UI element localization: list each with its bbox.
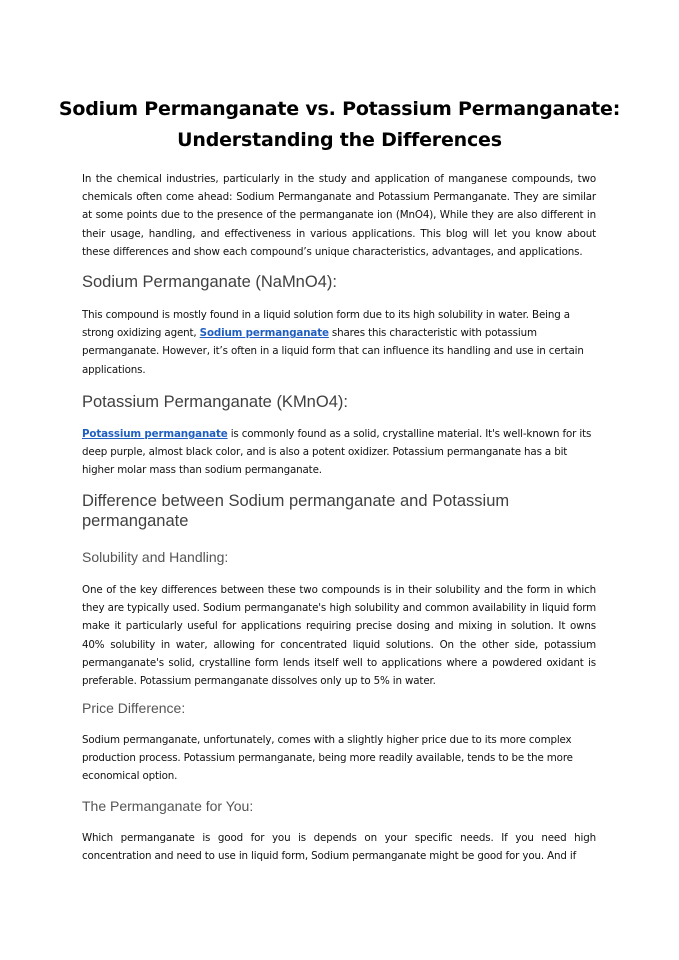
price-heading: Price Difference: xyxy=(82,700,186,716)
potassium-permanganate-link[interactable]: Potassium permanganate xyxy=(82,428,228,440)
foryou-heading: The Permanganate for You: xyxy=(82,798,254,814)
potassium-heading: Potassium Permanganate (KMnO4): xyxy=(82,393,348,411)
sodium-text-after: shares this characteristic with potassium permanganate. However, it’s often in a liquid form that can influence its handling and use in certain applications. xyxy=(82,327,584,376)
sodium-permanganate-link[interactable]: Sodium permanganate xyxy=(199,327,329,340)
difference-heading: Difference between Sodium permanganate and Potassium permanganate xyxy=(82,492,510,530)
title-line-2: Understanding the Differences xyxy=(177,129,502,151)
sodium-text-before: This compound is mostly found in a liquid solution form due to its high solubility in water. Being a strong oxidizing agent, xyxy=(82,309,570,340)
foryou-paragraph: Which permanganate is good for you is depends on your specific needs. If you need high concentration and need to use in liquid form, Sodium permanganate might be good for you. And if xyxy=(82,832,596,863)
title-line-1: Sodium Permanganate vs. Potassium Permanganate: xyxy=(58,98,621,120)
price-paragraph: Sodium permanganate, unfortunately, comes with a slightly higher price due to its more complex production process. Potassium permanganate, being more readily available, tends to be the more economical option. xyxy=(82,734,573,783)
page-title xyxy=(40,94,639,156)
solubility-paragraph: One of the key differences between these two compounds is in their solubility and the form in which they are typically used. Sodium permanganate's high solubility and common availability in liquid form make it particularly useful for applications requiring precise dosing and mixing in solution. It owns 40% solubility in water, allowing for concentrated liquid solutions. On the other side, potassium permanganate's solid, crystalline form lends itself well to applications where a powdered oxidant is preferable. Potassium permanganate dissolves only up to 5% in water. xyxy=(82,584,596,688)
intro-paragraph: In the chemical industries, particularly in the study and application of manganese compounds, two chemicals often come ahead: Sodium Permanganate and Potassium Permanganate. They are similar at some points due to the presence of the permanganate ion (MnO4), While they are also different in their usage, handling, and effectiveness in various applications. This blog will let you know about these differences and show each compound’s unique characteristics, advantages, and applications. xyxy=(82,173,596,258)
solubility-heading: Solubility and Handling: xyxy=(82,549,229,565)
potassium-text-after: is commonly found as a solid, crystalline material. It's well-known for its deep purple, almost black color, and is also a potent oxidizer. Potassium permanganate has a bit higher molar mass than sodium permanganate. xyxy=(82,428,592,477)
sodium-paragraph xyxy=(82,306,596,379)
potassium-paragraph xyxy=(82,425,596,480)
sodium-heading: Sodium Permanganate (NaMnO4): xyxy=(82,273,337,291)
